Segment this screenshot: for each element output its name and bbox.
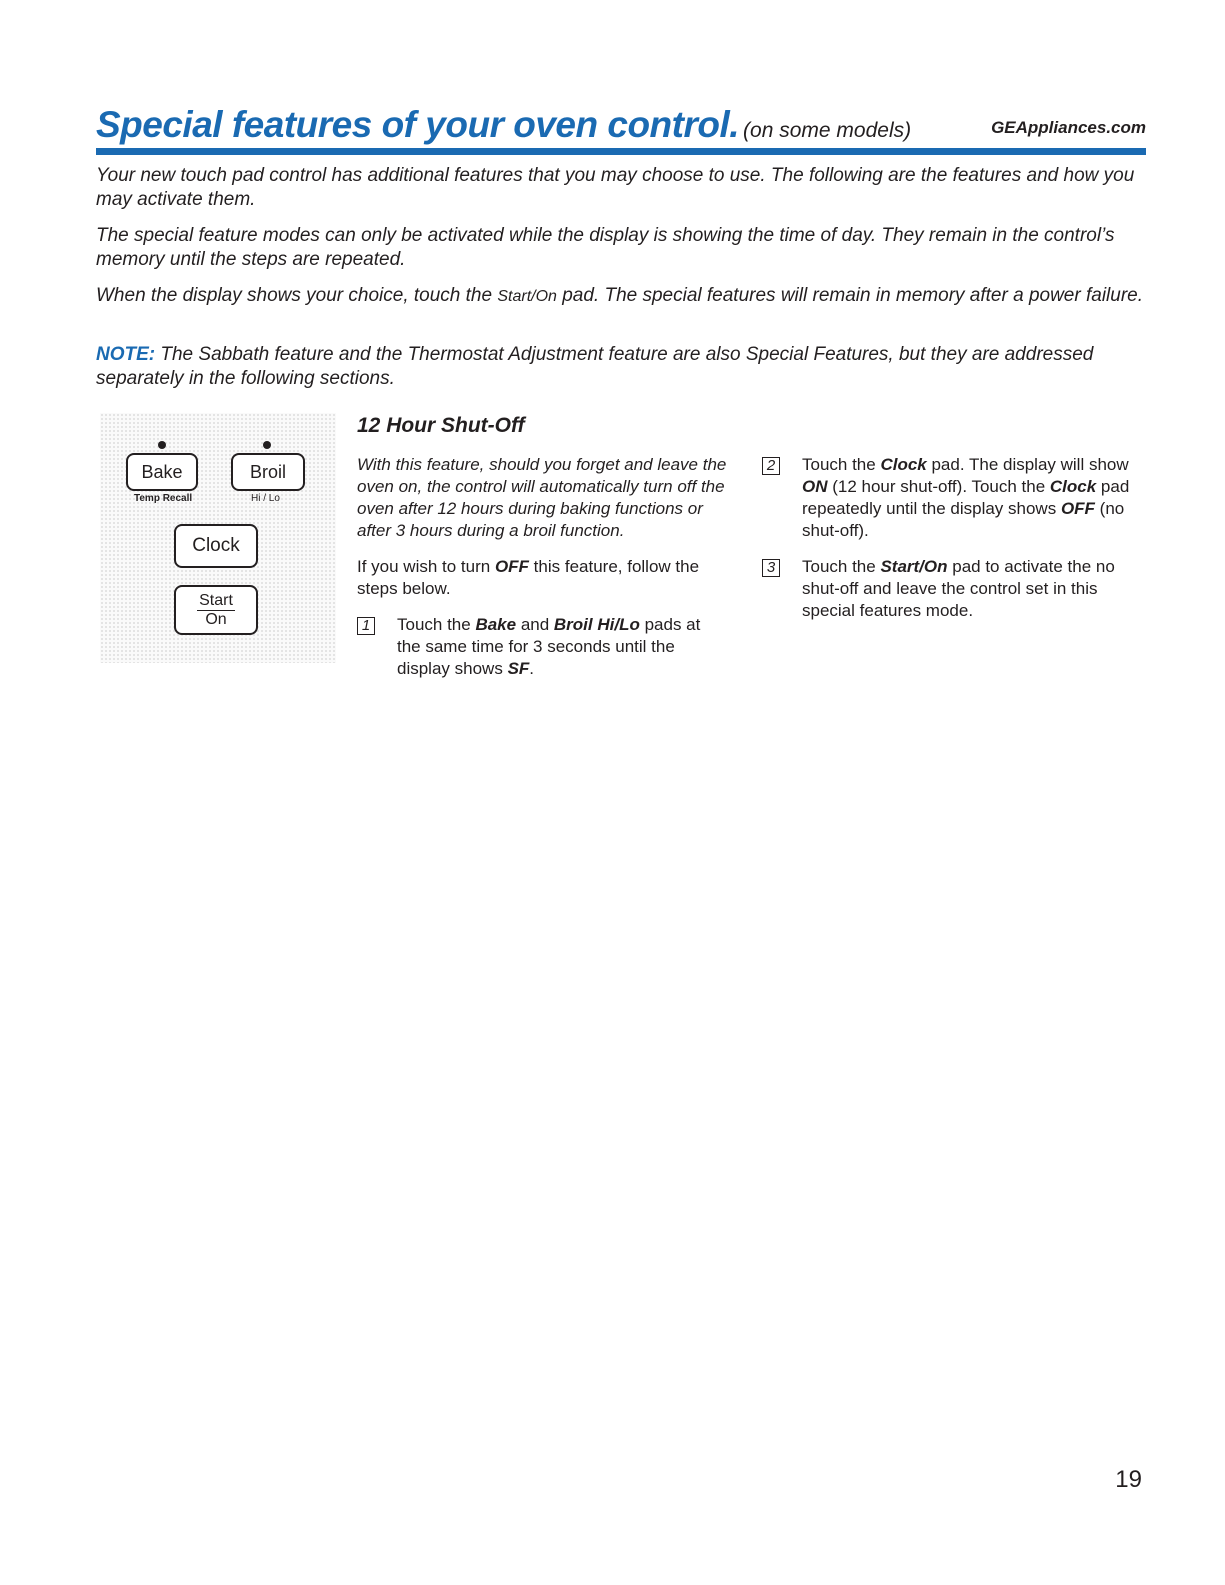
note-paragraph [96, 343, 1146, 391]
step-number-box: 2 [762, 457, 780, 475]
hi-lo-label: Hi / Lo [251, 493, 280, 504]
broil-pad-label: Broil [249, 461, 286, 482]
sf-display-ref: SF [507, 659, 530, 678]
step-text-part: (no shut-off). [802, 499, 1125, 540]
step-text-part: . [529, 659, 535, 678]
clock-pad [174, 524, 258, 568]
page-number: 19 [1115, 1466, 1142, 1493]
intro-paragraph-2: The special feature modes can only be activated while the display is showing the time of day. They remain in the control’s memory until the steps are repeated. [96, 225, 1115, 270]
clock-pad-ref: Clock [1049, 477, 1097, 496]
section-instruction [357, 556, 727, 600]
step-text-part: pad. The display will show [926, 455, 1129, 474]
instruction-start: If you wish to turn [357, 557, 495, 576]
step-text-part: pad to activate the no shut-off and leave the control set in this special features mode. [802, 557, 1115, 620]
section-title: 12 Hour Shut-Off [357, 414, 525, 437]
step-3 [762, 556, 1142, 622]
instruction-end: this feature, follow the steps below. [357, 557, 700, 598]
control-panel-illustration [100, 413, 336, 663]
step-text-part: Touch the [802, 455, 881, 474]
step-number-box: 1 [357, 617, 375, 635]
page-subtitle: (on some models) [743, 119, 912, 142]
off-display-ref: OFF [1060, 499, 1095, 518]
step-text-part: Touch the [802, 557, 881, 576]
step-text [802, 556, 1142, 622]
bake-indicator-dot [158, 441, 166, 449]
step-text-part: and [516, 615, 554, 634]
note-text: The Sabbath feature and the Thermostat Adjustment feature are also Special Features, but they are addressed separately in the following sections. [96, 344, 1094, 389]
intro-paragraph-3 [96, 284, 1146, 309]
on-display-ref: ON [802, 477, 828, 496]
page-title-text: Special features of your oven control. [96, 104, 740, 145]
step-text [397, 614, 717, 680]
on-pad-label: On [205, 610, 227, 628]
clock-pad-ref: Clock [880, 455, 927, 474]
broil-pad-ref: Broil Hi/Lo [553, 615, 640, 634]
off-keyword: OFF [494, 557, 529, 576]
header-rule [96, 148, 1146, 155]
step-text-part: Touch the [397, 615, 476, 634]
clock-pad-label: Clock [192, 535, 240, 556]
step-number-box: 3 [762, 559, 780, 577]
intro-p3-start: When the display shows your choice, touch the [96, 285, 498, 306]
broil-indicator-dot [263, 441, 271, 449]
intro-paragraph-1: Your new touch pad control has additional features that you may choose to use. The following are the features and how you may activate them. [96, 165, 1135, 210]
step-text-part: (12 hour shut-off). Touch the [827, 477, 1050, 496]
broil-pad [231, 453, 305, 491]
page-title [96, 104, 911, 146]
website-url: GEAppliances.com [991, 118, 1146, 137]
start-on-pad-ref: Start/On [880, 557, 948, 576]
bake-pad-label: Bake [141, 461, 183, 482]
bake-pad [126, 453, 198, 491]
page-header [96, 104, 1146, 148]
step-2 [762, 454, 1142, 542]
start-on-pad-ref: Start/On [497, 288, 557, 305]
start-on-pad [174, 585, 258, 635]
section-description: With this feature, should you forget and leave the oven on, the control will automatically turn off the oven after 12 hours during baking functions or after 3 hours during a broil function. [357, 455, 727, 540]
bake-pad-ref: Bake [475, 615, 517, 634]
step-text [802, 454, 1142, 542]
temp-recall-label: Temp Recall [134, 493, 193, 504]
step-1 [357, 614, 717, 680]
step-text-part: pads at the same time for 3 seconds until the display shows [397, 615, 701, 678]
step-text-part: pad repeatedly until the display shows [802, 477, 1130, 518]
intro-p3-end: pad. The special features will remain in memory after a power failure. [556, 285, 1144, 306]
note-label: NOTE: [96, 344, 156, 365]
start-pad-label: Start [199, 591, 233, 609]
